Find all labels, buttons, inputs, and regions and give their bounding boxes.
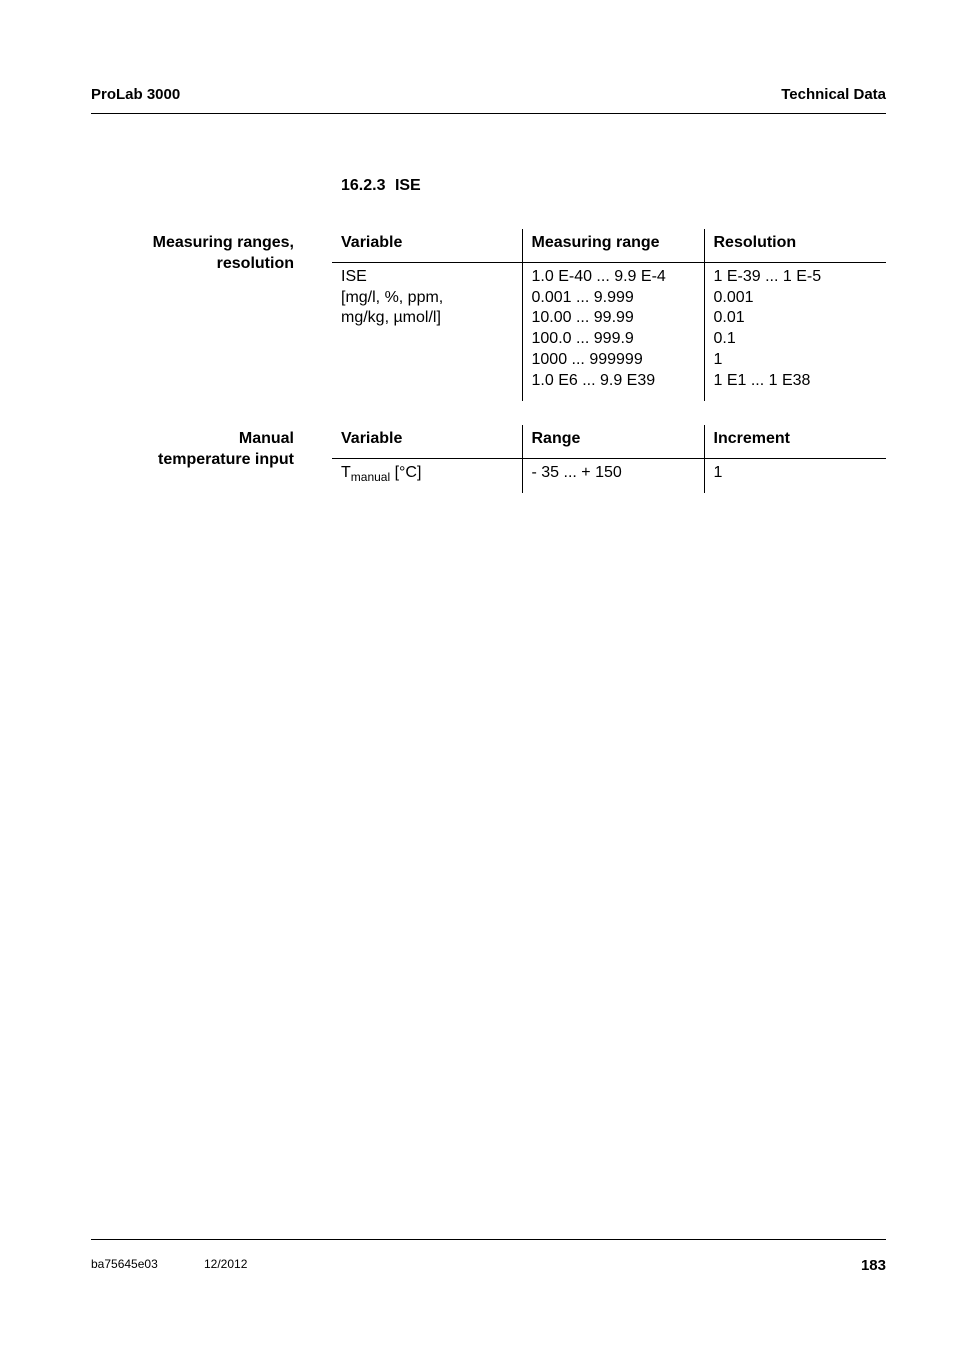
section-number: 16.2.3 — [341, 177, 386, 194]
column-header-measuring-range: Measuring range — [522, 229, 704, 262]
section-title: ISE — [394, 177, 421, 194]
footer-date: 12/2012 — [204, 1257, 248, 1271]
column-header-resolution: Resolution — [704, 229, 886, 262]
manual-temperature-label: Manual temperature input — [157, 430, 294, 468]
column-header-variable: Variable — [332, 229, 522, 262]
table-row — [332, 262, 886, 400]
measuring-range-cell: 1.0 E-40 ... 9.9 E-4 0.001 ... 9.999 10.00 ... 99.99 100.0 ... 999.9 1000 ... 999999 1.0 E6 ... 9.9 E39 — [522, 262, 704, 400]
column-header-increment: Increment — [704, 425, 886, 458]
variable-cell: $T_{manual}$ [°C] — [341, 463, 422, 484]
measuring-ranges-table — [332, 229, 886, 401]
header-chapter: Technical Data — [781, 86, 886, 103]
table-header-row — [332, 425, 886, 458]
table-row — [332, 458, 886, 492]
footer-divider — [91, 1239, 886, 1240]
page-number: 183 — [860, 1257, 886, 1274]
column-header-range: Range — [522, 425, 704, 458]
header-divider — [91, 113, 886, 114]
range-cell: - 35 ... + 150 — [522, 458, 704, 492]
measuring-ranges-label: Measuring ranges, resolution — [152, 234, 294, 272]
footer-doc-id: ba75645e03 — [91, 1257, 158, 1271]
variable-cell: ISE [mg/l, %, ppm, mg/kg, µmol/l] — [341, 267, 444, 327]
header-product: ProLab 3000 — [91, 86, 181, 103]
table-header-row — [332, 229, 886, 262]
resolution-cell: 1 E-39 ... 1 E-5 0.001 0.01 0.1 1 1 E1 ... 1 E38 — [704, 262, 886, 400]
section-heading — [341, 177, 421, 195]
column-header-variable: Variable — [332, 425, 522, 458]
increment-cell: 1 — [704, 458, 886, 492]
manual-temperature-table — [332, 425, 886, 493]
